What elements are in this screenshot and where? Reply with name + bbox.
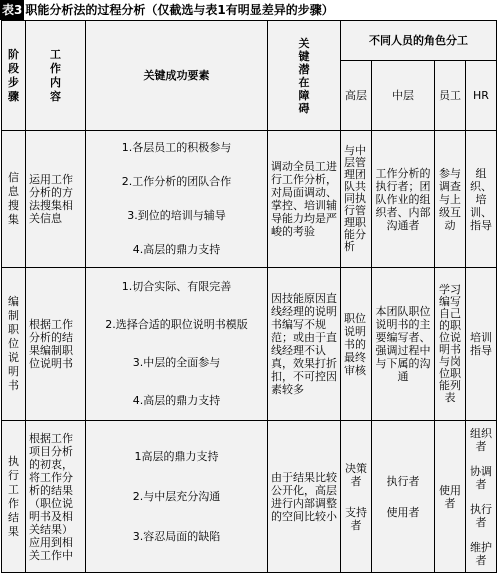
row1-hr: 组织、培训、指导 <box>466 131 497 268</box>
header-content: 工作内容 <box>26 21 86 131</box>
row2-content: 根据工作分析的结果编制职位说明书 <box>26 268 86 421</box>
row3-content: 根据工作项目分析的初衷，将工作分析的结果（职位说明书及相关结果）应用到相关工作中 <box>26 421 86 573</box>
header-factors: 关键成功要素 <box>86 21 268 131</box>
row2-factors: 1.切合实际、有限完善 2.选择合适的职位说明书模版 3.中层的全面参与 4.高层的鼎力支持 <box>86 268 268 421</box>
header-roles: 不同人员的角色分工 <box>341 21 497 61</box>
row3-barriers: 由于结果比较公开化，高层进行内部调整的空间比较小 <box>268 421 341 573</box>
row1-barriers: 调动全员工进行工作分析，对局面调动、掌控、培训辅导能力均是严峻的考验 <box>268 131 341 268</box>
row3-middle: 执行者 使用者 <box>372 421 435 573</box>
row3-senior: 决策者 支持者 <box>341 421 372 573</box>
table-number-tag: 表3 <box>0 0 24 20</box>
row2-hr: 培训指导 <box>466 268 497 421</box>
row1-content: 运用工作分析的方法搜集相关信息 <box>26 131 86 268</box>
row2-staff: 学习编写自己的职位说明书与岗位职能列表 <box>435 268 466 421</box>
row3-staff: 使用者 <box>435 421 466 573</box>
header-row-top <box>2 21 497 61</box>
row3-stage: 执行工作结果 <box>2 421 26 573</box>
header-middle: 中层 <box>372 61 435 131</box>
row1-senior: 与中层管理团队共同执行管理职能分析 <box>341 131 372 268</box>
header-staff: 员工 <box>435 61 466 131</box>
header-hr: HR <box>466 61 497 131</box>
table-title <box>0 0 497 20</box>
row1-factors: 1.各层员工的积极参与 2.工作分析的团队合作 3.到位的培训与辅导 4.高层的鼎力支持 <box>86 131 268 268</box>
row3-factors: 1高层的鼎力支持 2.与中层充分沟通 3.容忍局面的缺陷 <box>86 421 268 573</box>
table-row <box>2 268 497 421</box>
header-barriers: 关键潜在障碍 <box>268 21 341 131</box>
row1-middle: 工作分析的执行者；团队作业的组织者、内部沟通者 <box>372 131 435 268</box>
row2-senior: 职位说明书的最终审核 <box>341 268 372 421</box>
table-caption: 职能分析法的过程分析（仅截选与表1有明显差异的步骤） <box>25 3 334 17</box>
job-analysis-table <box>1 20 497 573</box>
table-row <box>2 421 497 573</box>
row2-stage: 编制职位说明书 <box>2 268 26 421</box>
row2-middle: 本团队职位说明书的主要编写者、强调过程中与下属的沟通 <box>372 268 435 421</box>
row3-hr: 组织者 协调者 执行者 维护者 <box>466 421 497 573</box>
row1-stage: 信息搜集 <box>2 131 26 268</box>
row2-barriers: 因技能原因直线经理的说明书编写不规范；或由于直线经理不认真，效果打折扣，不可控因素较多 <box>268 268 341 421</box>
table-row <box>2 131 497 268</box>
row1-staff: 参与调查与上级互动 <box>435 131 466 268</box>
header-stage: 阶段步骤 <box>2 21 26 131</box>
header-senior: 高层 <box>341 61 372 131</box>
